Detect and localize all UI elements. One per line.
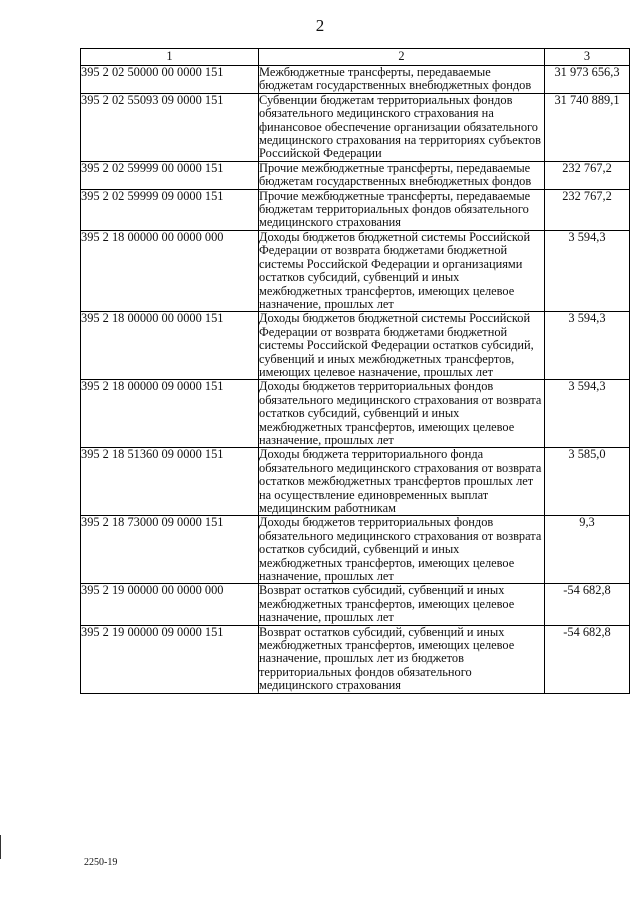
- budget-code-cell: 395 2 18 73000 09 0000 151: [81, 516, 259, 584]
- description-cell: Доходы бюджета территориального фонда обязательного медицинского страхования от возврата остатков межбюджетных трансфертов прошлых лет на осуществление единовременных выплат медицинским работникам: [259, 448, 545, 516]
- table-row: [81, 448, 630, 516]
- description-cell: Возврат остатков субсидий, субвенций и иных межбюджетных трансфертов, имеющих целевое назначение, прошлых лет: [259, 584, 545, 625]
- table-row: [81, 93, 630, 161]
- table-row: [81, 516, 630, 584]
- amount-cell: 3 594,3: [545, 230, 630, 311]
- description-cell: Прочие межбюджетные трансферты, передаваемые бюджетам территориальных фондов обязательного медицинского страхования: [259, 189, 545, 230]
- budget-code-cell: 395 2 18 51360 09 0000 151: [81, 448, 259, 516]
- column-header-code: 1: [81, 49, 259, 66]
- table-row: [81, 66, 630, 94]
- budget-code-cell: 395 2 02 55093 09 0000 151: [81, 93, 259, 161]
- amount-cell: 232 767,2: [545, 161, 630, 189]
- page-number: 2: [315, 16, 325, 35]
- column-header-name: 2: [259, 49, 545, 66]
- scan-margin-mark: [0, 835, 1, 859]
- table-body: [81, 66, 630, 694]
- budget-code-cell: 395 2 02 59999 09 0000 151: [81, 189, 259, 230]
- description-cell: Субвенции бюджетам территориальных фондов обязательного медицинского страхования на финансовое обеспечение организации обязательного медицинского страхования на территориях субъектов Российской Федерации: [259, 93, 545, 161]
- budget-code-cell: 395 2 18 00000 00 0000 000: [81, 230, 259, 311]
- budget-code-cell: 395 2 18 00000 00 0000 151: [81, 312, 259, 380]
- table-row: [81, 584, 630, 625]
- description-cell: Доходы бюджетов бюджетной системы Российской Федерации от возврата бюджетами бюджетной системы Российской Федерации и организациями остатков субсидий, субвенций и иных межбюджетных трансфертов, имеющих целевое назначение, прошлых лет: [259, 230, 545, 311]
- table-row: [81, 161, 630, 189]
- revenue-table: [80, 48, 630, 694]
- amount-cell: -54 682,8: [545, 625, 630, 693]
- table-row: [81, 625, 630, 693]
- table-row: [81, 380, 630, 448]
- description-cell: Доходы бюджетов бюджетной системы Российской Федерации от возврата бюджетами бюджетной системы Российской Федерации остатков субсидий, субвенций и иных межбюджетных трансфертов, имеющих целевое назначение, прошлых лет: [259, 312, 545, 380]
- table-row: [81, 312, 630, 380]
- budget-code-cell: 395 2 19 00000 00 0000 000: [81, 584, 259, 625]
- table-row: [81, 189, 630, 230]
- amount-cell: 3 594,3: [545, 380, 630, 448]
- budget-code-cell: 395 2 02 59999 00 0000 151: [81, 161, 259, 189]
- amount-cell: 3 585,0: [545, 448, 630, 516]
- budget-code-cell: 395 2 19 00000 09 0000 151: [81, 625, 259, 693]
- amount-cell: -54 682,8: [545, 584, 630, 625]
- column-header-amount: 3: [545, 49, 630, 66]
- amount-cell: 31 973 656,3: [545, 66, 630, 94]
- amount-cell: 232 767,2: [545, 189, 630, 230]
- description-cell: Возврат остатков субсидий, субвенций и иных межбюджетных трансфертов, имеющих целевое назначение, прошлых лет из бюджетов территориальных фондов обязательного медицинского страхования: [259, 625, 545, 693]
- amount-cell: 9,3: [545, 516, 630, 584]
- description-cell: Доходы бюджетов территориальных фондов обязательного медицинского страхования от возврата остатков субсидий, субвенций и иных межбюджетных трансфертов, имеющих целевое назначение, прошлых лет: [259, 516, 545, 584]
- table-row: [81, 230, 630, 311]
- amount-cell: 3 594,3: [545, 312, 630, 380]
- document-number: 2250-19: [84, 857, 118, 868]
- budget-code-cell: 395 2 18 00000 09 0000 151: [81, 380, 259, 448]
- description-cell: Прочие межбюджетные трансферты, передаваемые бюджетам государственных внебюджетных фондов: [259, 161, 545, 189]
- table-header-row: [81, 49, 630, 66]
- description-cell: Доходы бюджетов территориальных фондов обязательного медицинского страхования от возврата остатков субсидий, субвенций и иных межбюджетных трансфертов, имеющих целевое назначение, прошлых лет: [259, 380, 545, 448]
- amount-cell: 31 740 889,1: [545, 93, 630, 161]
- description-cell: Межбюджетные трансферты, передаваемые бюджетам государственных внебюджетных фондов: [259, 66, 545, 94]
- budget-code-cell: 395 2 02 50000 00 0000 151: [81, 66, 259, 94]
